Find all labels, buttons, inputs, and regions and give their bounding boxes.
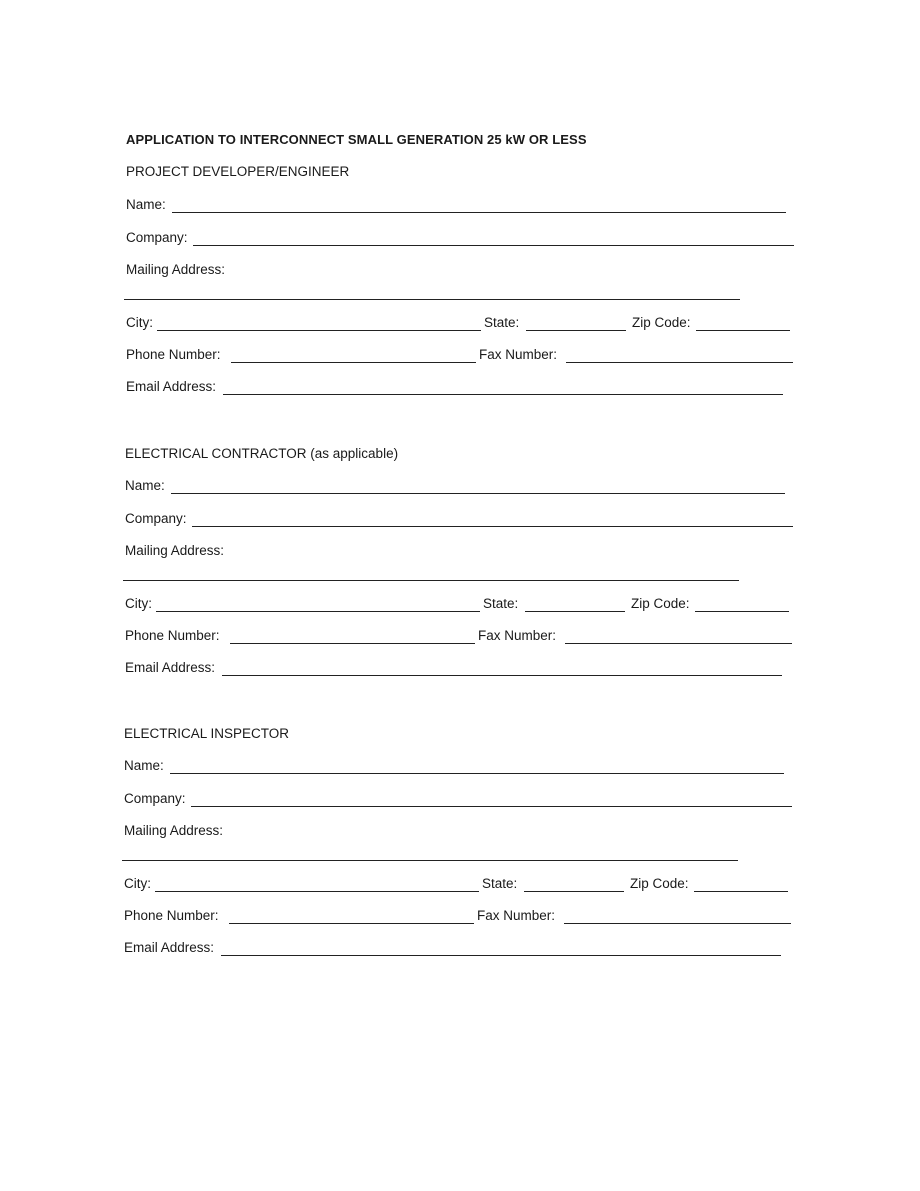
- company-row: [126, 230, 796, 248]
- phone-number-label: Phone Number:: [124, 908, 219, 923]
- state-field[interactable]: [524, 891, 624, 892]
- company-label: Company:: [125, 511, 187, 526]
- state-label: State:: [483, 596, 519, 611]
- email-address-row: [124, 940, 794, 958]
- phone-fax-row: [124, 908, 794, 926]
- email-address-row: [125, 660, 795, 678]
- city-state-zip-row: [125, 596, 795, 614]
- name-field[interactable]: [170, 773, 784, 774]
- name-row: [126, 197, 796, 215]
- phone-fax-row: [125, 628, 795, 646]
- mailing-address-label: Mailing Address:: [125, 543, 225, 558]
- fax-number-label: Fax Number:: [477, 908, 556, 923]
- phone-fax-row: [126, 347, 796, 365]
- company-label: Company:: [124, 791, 186, 806]
- section-electrical-contractor: [125, 446, 920, 706]
- email-address-label: Email Address:: [126, 379, 217, 394]
- mailing-address-row: [125, 543, 795, 561]
- section-heading: ELECTRICAL CONTRACTOR (as applicable): [125, 446, 399, 461]
- name-label: Name:: [126, 197, 166, 212]
- email-address-field[interactable]: [221, 955, 781, 956]
- state-label: State:: [482, 876, 518, 891]
- company-field[interactable]: [193, 245, 794, 246]
- email-address-field[interactable]: [223, 394, 783, 395]
- fax-number-field[interactable]: [565, 643, 792, 644]
- section-electrical-inspector: [124, 726, 920, 986]
- city-field[interactable]: [155, 891, 479, 892]
- mailing-address-line-row: [124, 845, 794, 863]
- zip-code-label: Zip Code:: [632, 315, 691, 330]
- company-row: [125, 511, 795, 529]
- zip-code-label: Zip Code:: [630, 876, 689, 891]
- mailing-address-row: [126, 262, 796, 280]
- email-address-row: [126, 379, 796, 397]
- mailing-address-line-row: [125, 565, 795, 583]
- city-label: City:: [125, 596, 152, 611]
- city-label: City:: [126, 315, 153, 330]
- fax-number-label: Fax Number:: [479, 347, 558, 362]
- zip-code-label: Zip Code:: [631, 596, 690, 611]
- city-state-zip-row: [126, 315, 796, 333]
- phone-number-label: Phone Number:: [126, 347, 221, 362]
- name-label: Name:: [124, 758, 164, 773]
- mailing-address-field[interactable]: [124, 299, 740, 300]
- zip-code-field[interactable]: [696, 330, 790, 331]
- section-heading: PROJECT DEVELOPER/ENGINEER: [126, 164, 350, 179]
- mailing-address-row: [124, 823, 794, 841]
- name-field[interactable]: [171, 493, 785, 494]
- city-field[interactable]: [156, 611, 480, 612]
- section-project-developer: [126, 164, 920, 424]
- company-label: Company:: [126, 230, 188, 245]
- state-field[interactable]: [526, 330, 626, 331]
- mailing-address-line-row: [126, 284, 796, 302]
- name-row: [124, 758, 794, 776]
- phone-number-field[interactable]: [229, 923, 474, 924]
- zip-code-field[interactable]: [694, 891, 788, 892]
- email-address-field[interactable]: [222, 675, 782, 676]
- name-label: Name:: [125, 478, 165, 493]
- zip-code-field[interactable]: [695, 611, 789, 612]
- phone-number-field[interactable]: [230, 643, 475, 644]
- fax-number-label: Fax Number:: [478, 628, 557, 643]
- phone-number-field[interactable]: [231, 362, 476, 363]
- name-field[interactable]: [172, 212, 786, 213]
- company-field[interactable]: [192, 526, 793, 527]
- email-address-label: Email Address:: [124, 940, 215, 955]
- document-title: APPLICATION TO INTERCONNECT SMALL GENERATION 25 kW OR LESS: [126, 132, 587, 147]
- phone-number-label: Phone Number:: [125, 628, 220, 643]
- state-label: State:: [484, 315, 520, 330]
- fax-number-field[interactable]: [566, 362, 793, 363]
- city-label: City:: [124, 876, 151, 891]
- state-field[interactable]: [525, 611, 625, 612]
- section-heading: ELECTRICAL INSPECTOR: [124, 726, 290, 741]
- company-field[interactable]: [191, 806, 792, 807]
- company-row: [124, 791, 794, 809]
- mailing-address-label: Mailing Address:: [126, 262, 226, 277]
- mailing-address-field[interactable]: [122, 860, 738, 861]
- mailing-address-field[interactable]: [123, 580, 739, 581]
- city-state-zip-row: [124, 876, 794, 894]
- name-row: [125, 478, 795, 496]
- fax-number-field[interactable]: [564, 923, 791, 924]
- mailing-address-label: Mailing Address:: [124, 823, 224, 838]
- email-address-label: Email Address:: [125, 660, 216, 675]
- city-field[interactable]: [157, 330, 481, 331]
